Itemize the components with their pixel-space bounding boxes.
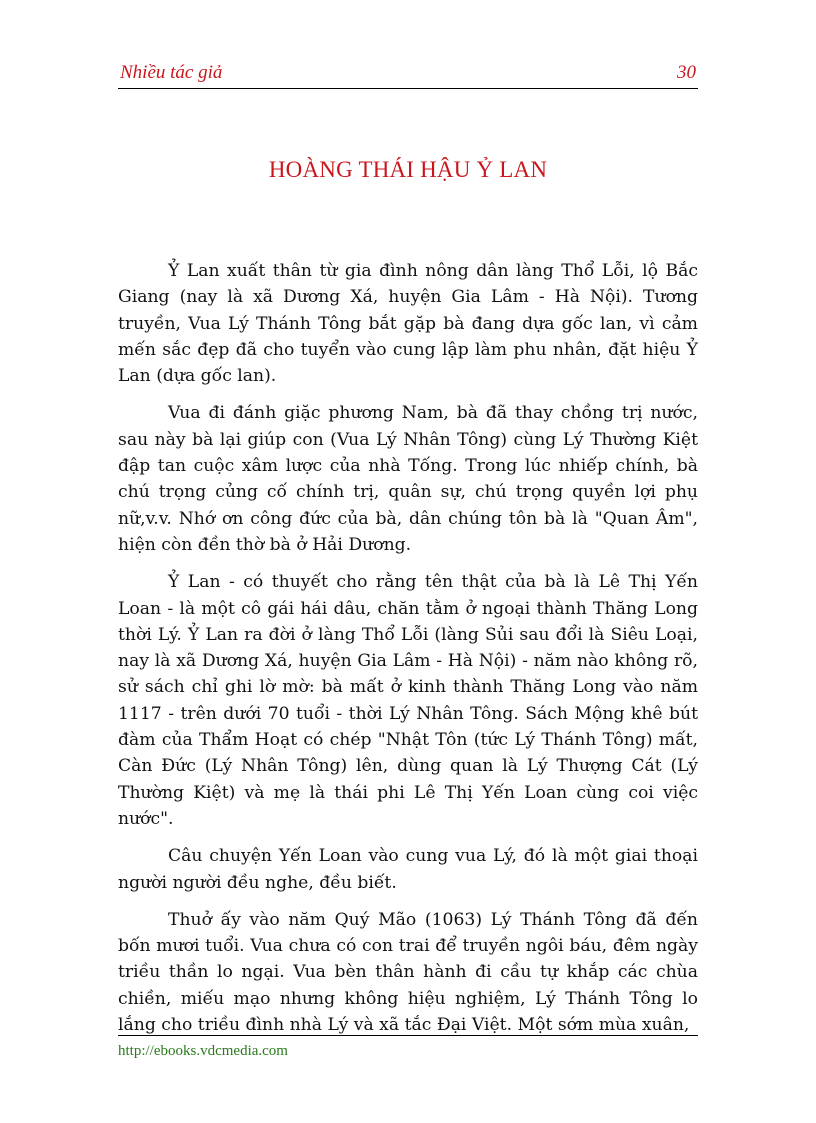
paragraph-5: Thuở ấy vào năm Quý Mão (1063) Lý Thánh Tông đã đến bốn mươi tuổi. Vua chưa có con trai để truyền ngôi báu, đêm ngày triều thần lo ngại. Vua bèn thân hành đi cầu tự khắp các chùa chiền, miếu mạo nhưng không hiệu nghiệm, Lý Thánh Tông lo lắng cho triều đình nhà Lý và xã tắc Đại Việt. Một sớm mùa xuân, (118, 909, 698, 1036)
footer-url-link[interactable]: http://ebooks.vdcmedia.com (118, 1043, 288, 1059)
paragraph-4: Câu chuyện Yến Loan vào cung vua Lý, đó là một giai thoại người người đều nghe, đều biết. (118, 846, 698, 893)
body-text (118, 258, 698, 1049)
paragraph-3: Ỷ Lan - có thuyết cho rằng tên thật của bà là Lê Thị Yến Loan - là một cô gái hái dâu, chăn tằm ở ngoại thành Thăng Long thời Lý. Ỷ Lan ra đời ở làng Thổ Lỗi (làng Sủi sau đổi là Siêu Loại, nay là xã Dương Xá, huyện Gia Lâm - Hà Nội) - năm nào không rõ, sử sách chỉ ghi lờ mờ: bà mất ở kinh thành Thăng Long vào năm 1117 - trên dưới 70 tuổi - thời Lý Nhân Tông. Sách Mộng khê bút đàm của Thẩm Hoạt có chép "Nhật Tôn (tức Lý Thánh Tông) mất, Càn Đức (Lý Nhân Tông) lên, dùng quan là Lý Thượng Cát (Lý Thường Kiệt) và mẹ là thái phi Lê Thị Yến Loan cùng coi việc nước". (118, 572, 698, 829)
footer-divider (118, 1035, 698, 1036)
page-header (118, 62, 698, 89)
page-number: 30 (677, 62, 696, 83)
chapter-title: HOÀNG THÁI HẬU Ỷ LAN (268, 157, 548, 182)
paragraph-1: Ỷ Lan xuất thân từ gia đình nông dân làng Thổ Lỗi, lộ Bắc Giang (nay là xã Dương Xá, huyện Gia Lâm - Hà Nội). Tương truyền, Vua Lý Thánh Tông bắt gặp bà đang dựa gốc lan, vì cảm mến sắc đẹp đã cho tuyển vào cung lập làm phu nhân, đặt hiệu Ỷ Lan (dựa gốc lan). (118, 261, 698, 387)
paragraph-2: Vua đi đánh giặc phương Nam, bà đã thay chồng trị nước, sau này bà lại giúp con (Vua Lý Nhân Tông) cùng Lý Thường Kiệt đập tan cuộc xâm lược của nhà Tống. Trong lúc nhiếp chính, bà chú trọng củng cố chính trị, quân sự, chú trọng quyền lợi phụ nữ,v.v. Nhớ ơn công đức của bà, dân chúng tôn bà là "Quan Âm", hiện còn đền thờ bà ở Hải Dương. (118, 403, 698, 555)
header-author: Nhiều tác giả (120, 62, 223, 83)
